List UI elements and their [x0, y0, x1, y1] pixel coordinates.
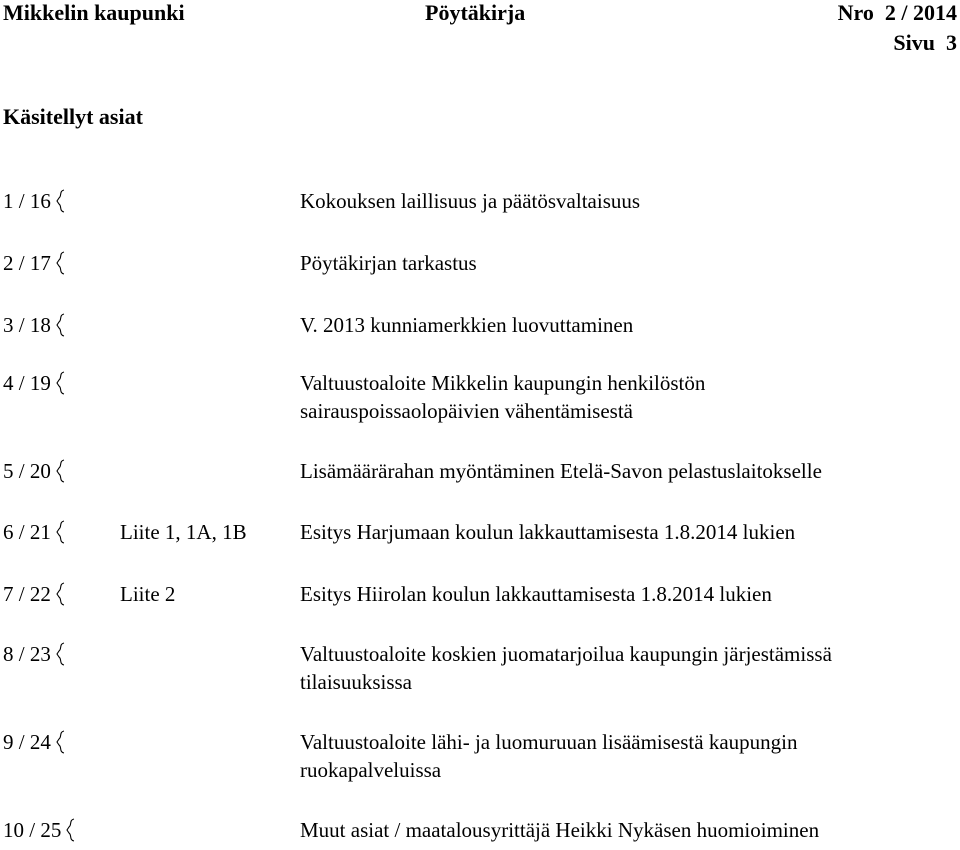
item-number-text: 1 / 16 — [3, 189, 51, 213]
item-subject-line: tilaisuuksissa — [300, 670, 413, 694]
item-number — [3, 728, 65, 756]
item-subject — [300, 728, 950, 784]
item-attachment: Liite 1, 1A, 1B — [120, 520, 247, 544]
item-subject-line: V. 2013 kunniamerkkien luovuttaminen — [300, 313, 634, 337]
item-number — [3, 518, 65, 546]
item-number-text: 2 / 17 — [3, 251, 51, 275]
document-number: Nro 2 / 2014 — [837, 0, 957, 25]
item-number — [3, 369, 65, 397]
item-subject-line: Valtuustoaloite lähi- ja luomuruuan lisäämisestä kaupungin — [300, 730, 798, 754]
item-subject — [300, 457, 950, 485]
item-subject — [300, 816, 950, 844]
item-number-text: 3 / 18 — [3, 313, 51, 337]
section-title: Käsitellyt asiat — [3, 104, 143, 129]
item-subject — [300, 640, 950, 696]
item-number-text: 10 / 25 — [3, 818, 62, 842]
item-subject — [300, 580, 950, 608]
item-subject — [300, 187, 950, 215]
item-number — [3, 187, 65, 215]
section-mark-icon — [56, 730, 65, 754]
page-number: Sivu 3 — [893, 30, 957, 55]
item-number-text: 6 / 21 — [3, 520, 51, 544]
item-subject-line: Pöytäkirjan tarkastus — [300, 251, 477, 275]
section-mark-icon — [56, 459, 65, 483]
section-mark-icon — [56, 642, 65, 666]
item-number-text: 5 / 20 — [3, 459, 51, 483]
section-mark-icon — [56, 251, 65, 275]
item-number — [3, 457, 65, 485]
item-number-text: 9 / 24 — [3, 730, 51, 754]
section-mark-icon — [56, 189, 65, 213]
item-attachment: Liite 2 — [120, 582, 176, 606]
item-subject-line: Valtuustoaloite Mikkelin kaupungin henkilöstön — [300, 371, 706, 395]
item-subject — [300, 311, 950, 339]
item-subject — [300, 249, 950, 277]
item-number-text: 7 / 22 — [3, 582, 51, 606]
section-mark-icon — [56, 520, 65, 544]
item-subject-line: Valtuustoaloite koskien juomatarjoilua kaupungin järjestämissä — [300, 642, 832, 666]
item-subject — [300, 369, 950, 425]
item-number — [3, 816, 75, 844]
item-number — [3, 580, 65, 608]
document-type: Pöytäkirja — [425, 0, 526, 25]
organization-name: Mikkelin kaupunki — [3, 0, 185, 25]
section-mark-icon — [66, 818, 75, 842]
item-number — [3, 249, 65, 277]
item-subject — [300, 518, 950, 546]
item-number — [3, 311, 65, 339]
item-subject-line: Lisämäärärahan myöntäminen Etelä-Savon pelastuslaitokselle — [300, 459, 822, 483]
item-subject-line: Esitys Hiirolan koulun lakkauttamisesta 1.8.2014 lukien — [300, 582, 772, 606]
section-mark-icon — [56, 371, 65, 395]
item-number-text: 4 / 19 — [3, 371, 51, 395]
item-subject-line: Esitys Harjumaan koulun lakkauttamisesta 1.8.2014 lukien — [300, 520, 796, 544]
item-number-text: 8 / 23 — [3, 642, 51, 666]
section-mark-icon — [56, 313, 65, 337]
item-subject-line: ruokapalveluissa — [300, 758, 442, 782]
item-subject-line: Muut asiat / maatalousyrittäjä Heikki Nykäsen huomioiminen — [300, 818, 820, 842]
item-subject-line: Kokouksen laillisuus ja päätösvaltaisuus — [300, 189, 641, 213]
section-mark-icon — [56, 582, 65, 606]
item-subject-line: sairauspoissaolopäivien vähentämisestä — [300, 399, 633, 423]
item-number — [3, 640, 65, 668]
